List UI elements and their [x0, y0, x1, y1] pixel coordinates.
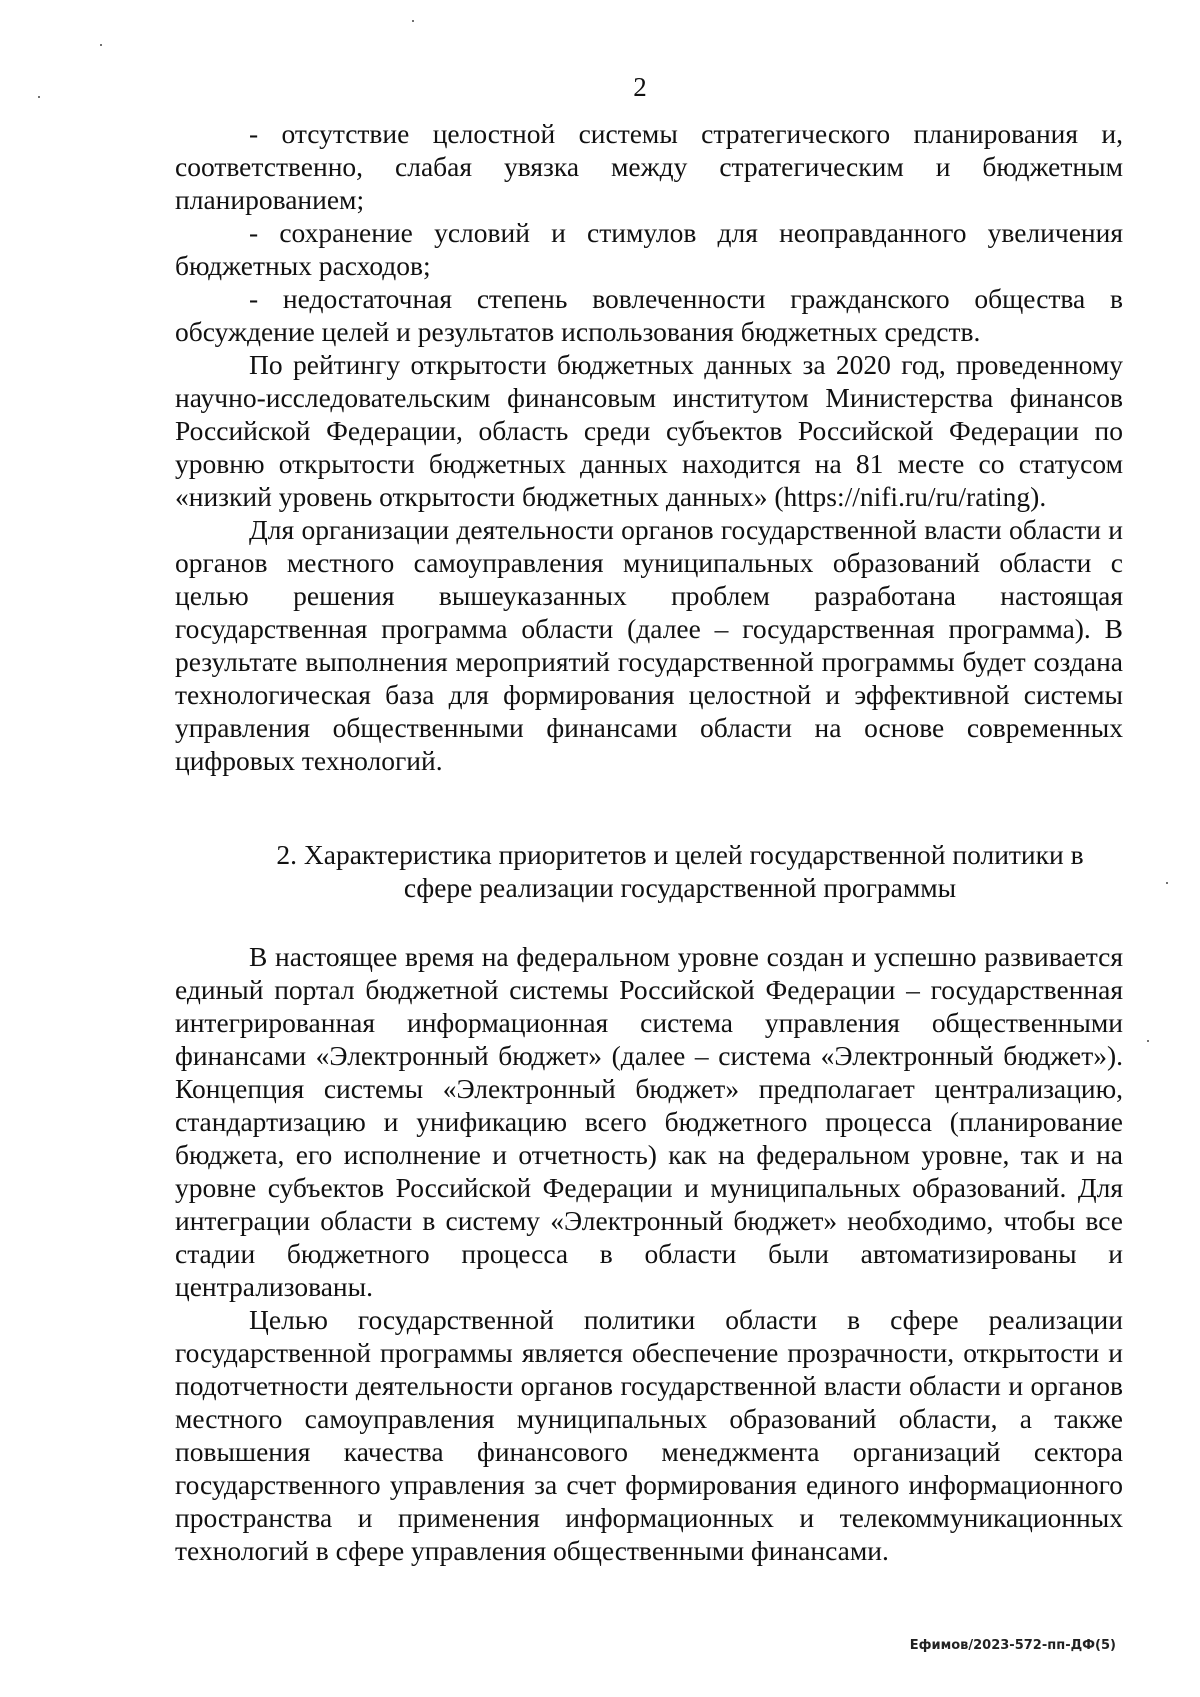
- paragraph: - сохранение условий и стимулов для неоправданного увеличения бюджетных расходов;: [175, 217, 1123, 281]
- paragraph: В настоящее время на федеральном уровне создан и успешно развивается единый портал бюджетной системы Российской Федерации – государственная интегрированная информационная система управления общественными финансами «Электронный бюджет» (далее – система «Электронный бюджет»). Концепция системы «Электронный бюджет» предполагает централизацию, стандартизацию и унификацию всего бюджетного процесса (планирование бюджета, его исполнение и отчетность) как на федеральном уровне, так и на уровне субъектов Российской Федерации и муниципальных образований. Для интеграции области в систему «Электронный бюджет» необходимо, чтобы все стадии бюджетного процесса в области были автоматизированы и централизованы.: [175, 941, 1123, 1302]
- section-heading: [210, 838, 1150, 904]
- paragraph: По рейтингу открытости бюджетных данных за 2020 год, проведенному научно-исследовательским финансовым институтом Министерства финансов Российской Федерации, область среди субъектов Российской Федерации по уровню открытости бюджетных данных находится на 81 месте со статусом «низкий уровень открытости бюджетных данных» (https://nifi.ru/ru/rating).: [175, 349, 1123, 512]
- section-heading-line: сфере реализации государственной программы: [403, 872, 957, 903]
- intro-text: [175, 117, 1123, 777]
- page-number: 2: [633, 72, 647, 102]
- paragraph: - отсутствие целостной системы стратегического планирования и, соответственно, слабая увязка между стратегическим и бюджетным планированием;: [175, 118, 1123, 215]
- section-heading-line: 2. Характеристика приоритетов и целей государственной политики в: [276, 839, 1084, 870]
- scan-speck: [1147, 1040, 1149, 1042]
- paragraph: Целью государственной политики области в сфере реализации государственной программы является обеспечение прозрачности, открытости и подотчетности деятельности органов государственной власти области и органов местного самоуправления муниципальных образований области, а также повышения качества финансового менеджмента организаций сектора государственного управления за счет формирования единого информационного пространства и применения информационных и телекоммуникационных технологий в сфере управления общественными финансами.: [175, 1304, 1123, 1566]
- scan-speck: [1166, 882, 1168, 884]
- paragraph: - недостаточная степень вовлеченности гражданского общества в обсуждение целей и результатов использования бюджетных средств.: [175, 283, 1123, 347]
- scan-speck: [100, 44, 102, 46]
- section-text: [175, 940, 1123, 1567]
- paragraph: Для организации деятельности органов государственной власти области и органов местного самоуправления муниципальных образований области с целью решения вышеуказанных проблем разработана настоящая государственная программа области (далее – государственная программа). В результате выполнения мероприятий государственной программы будет создана технологическая база для формирования целостной и эффективной системы управления общественными финансами области на основе современных цифровых технологий.: [175, 514, 1123, 776]
- scan-speck: [412, 20, 414, 22]
- document-reference: Ефимов/2023-572-пп-ДФ(5): [909, 1638, 1116, 1653]
